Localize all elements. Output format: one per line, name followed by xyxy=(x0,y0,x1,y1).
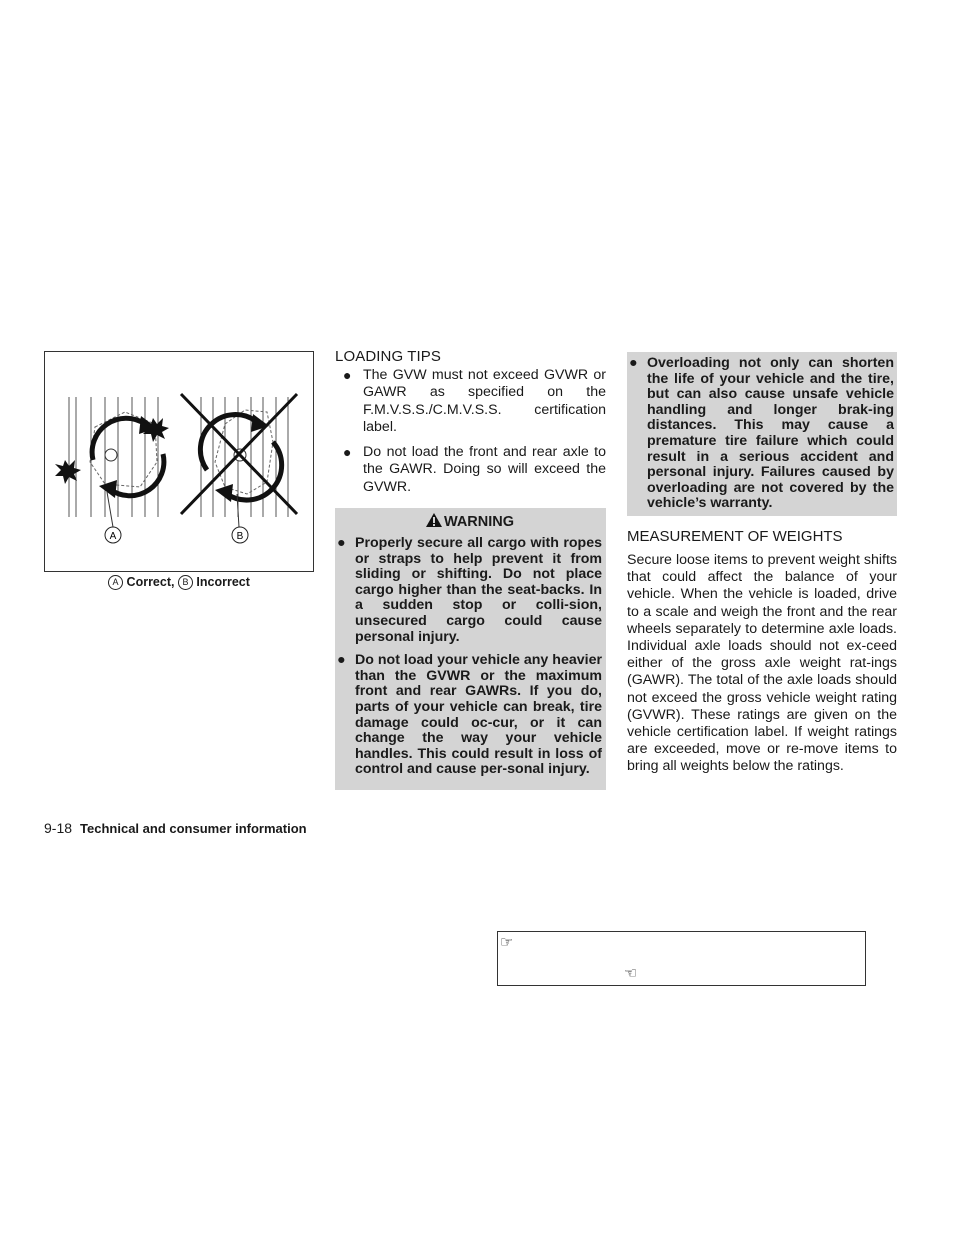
marker-b-label: B xyxy=(236,531,244,542)
warning-title: WARNING xyxy=(337,510,602,536)
loading-tips-section xyxy=(335,348,606,790)
caption-marker-b: B xyxy=(178,575,193,590)
caption-marker-a: A xyxy=(108,575,123,590)
page-number: 9-18 xyxy=(44,820,73,836)
measurement-section xyxy=(627,352,897,776)
bullet-icon: ● xyxy=(343,367,352,383)
hand-left-icon: ☜ xyxy=(624,965,638,982)
figure-load-placement xyxy=(44,351,314,572)
marker-a-label: A xyxy=(109,531,117,542)
page-footer xyxy=(44,820,307,836)
list-item: ● Properly secure all cargo with ropes or straps to help prevent it from sliding or shifting. Do not place cargo higher than the seat-backs. In a sudden stop or colli-sion, unsecured cargo could cause personal injury. xyxy=(337,535,602,645)
bullet-icon: ● xyxy=(337,535,346,552)
bullet-icon: ● xyxy=(343,444,352,461)
loading-tips-list xyxy=(335,367,606,496)
load-diagram-illustration xyxy=(45,352,315,573)
warning-triangle-icon xyxy=(425,512,443,528)
list-item: ● The GVW must not exceed GVWR or GAWR as specified on the F.M.V.S.S./C.M.V.S.S. certification label. xyxy=(343,367,606,435)
section-title: Technical and consumer information xyxy=(80,821,307,836)
figure-caption xyxy=(44,575,314,590)
hand-right-icon: ☞ xyxy=(500,934,514,951)
measurement-heading: MEASUREMENT OF WEIGHTS xyxy=(627,527,843,545)
caption-incorrect-text: Incorrect xyxy=(192,575,250,589)
bullet-icon: ● xyxy=(337,652,346,669)
warning-box-continued xyxy=(627,352,897,516)
warning-box xyxy=(335,508,606,790)
caption-correct-text: Correct, xyxy=(123,575,178,589)
list-item: ● Do not load your vehicle any heavier than the GVWR or the maximum front and rear GAWRs. If you do, parts of your vehicle can break, tire damage could oc-cur, or it can change the way your vehicle handles. This could result in loss of control and cause per-sonal injury. xyxy=(337,652,602,778)
measurement-paragraph: Secure loose items to prevent weight shifts that could affect the balance of your vehicle. When the vehicle is loaded, drive to a scale and weigh the front and the rear wheels separately to determine axle loads. Individual axle loads should not ex-ceed either of the gross axle weight rat-ings (GAWR). The total of the axle loads should not exceed the gross vehicle weight rating (GVWR). These ratings are given on the vehicle certification label. If weight ratings are exceeded, move or re-move items to bring all weights below the ratings. xyxy=(627,551,897,775)
loading-tips-heading: LOADING TIPS xyxy=(335,348,441,365)
reference-box xyxy=(497,931,866,986)
warning-list xyxy=(337,536,602,778)
list-item: ● Overloading not only can shorten the life of your vehicle and the tire, but can also cause unsafe vehicle handling and longer brak-ing distances. This may cause a premature tire failure which could result in a serious accident and personal injury. Failures caused by overloading are not covered by the vehicle’s warranty. xyxy=(629,355,894,512)
list-item: ● Do not load the front and rear axle to the GAWR. Doing so will exceed the GVWR. xyxy=(343,444,606,495)
bullet-icon: ● xyxy=(629,355,638,371)
